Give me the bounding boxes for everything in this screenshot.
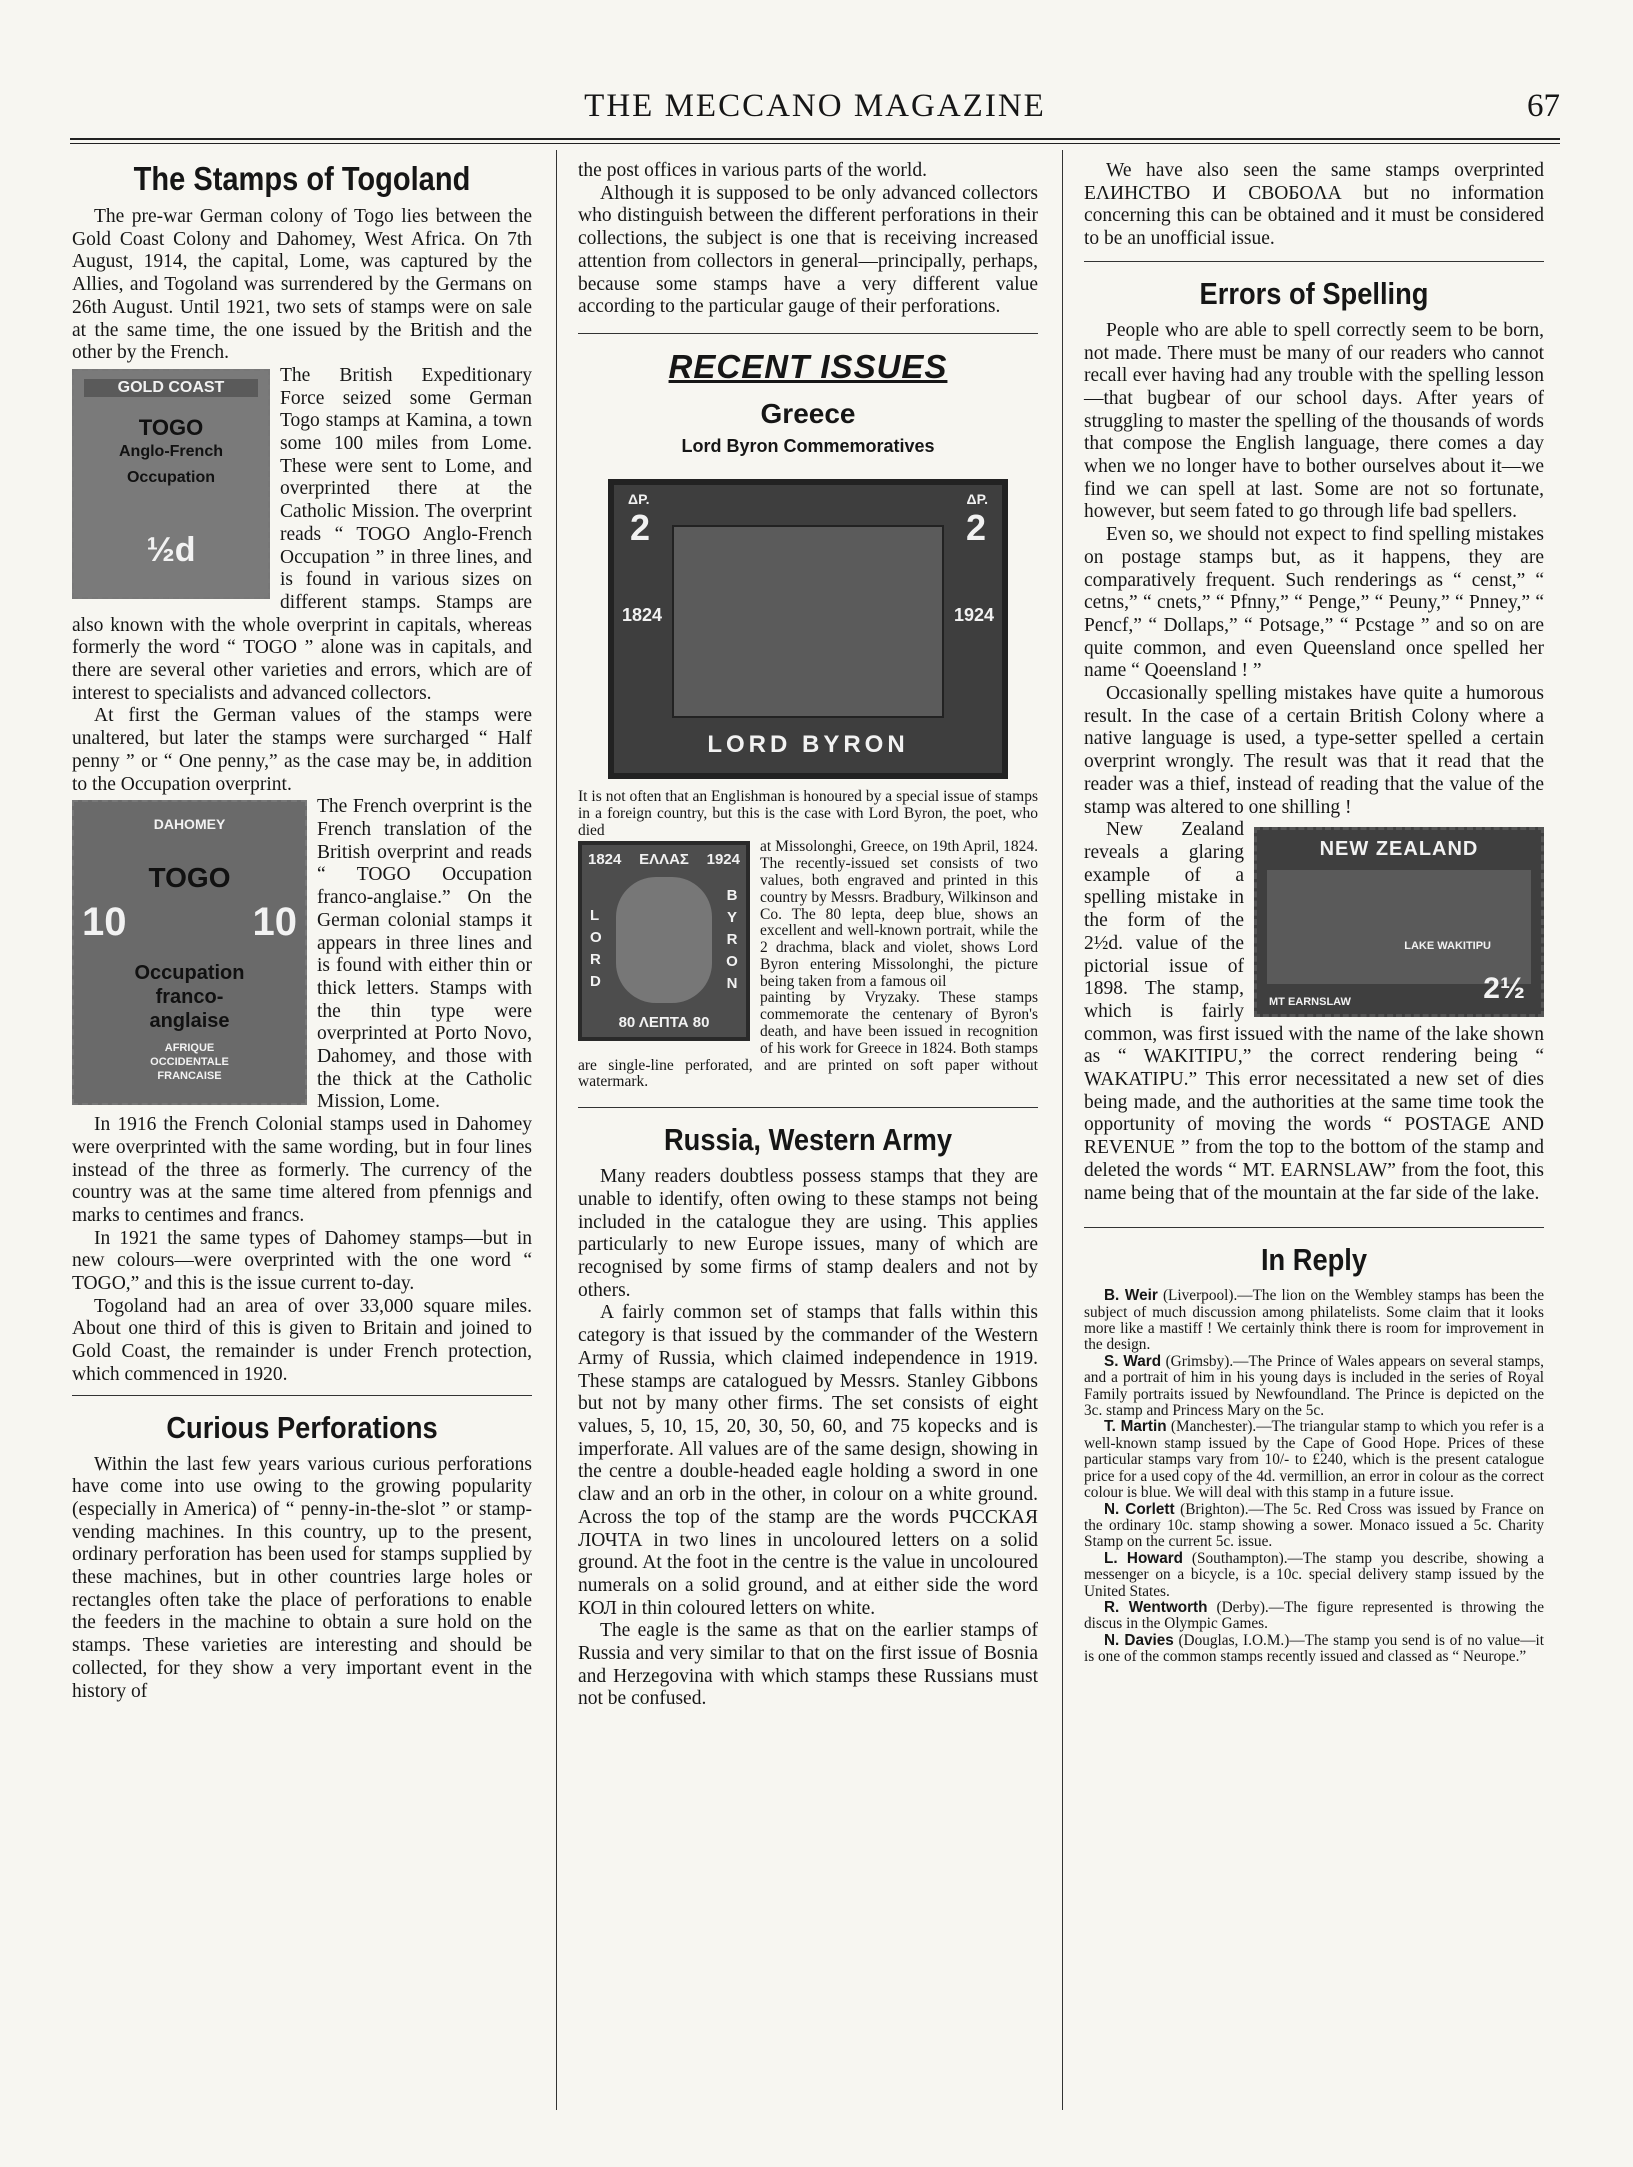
heading-curious-perforations: Curious Perforations (166, 1409, 438, 1445)
togoland-p3: At first the German values of the stamps were unaltered, but later the stamps were surcharged “ Half penny ” or “ One penny,” as the case may be, in addition to the Occupation overprint. (72, 705, 532, 795)
togoland-p7: Togoland had an area of over 33,000 square miles. About one third of this is given to Britain and joined to Gold Coast, the remainder is under French protection, which commenced in 1920. (72, 1295, 532, 1385)
header-rule-thin (70, 143, 1560, 144)
heading-recent-issues: RECENT ISSUES (668, 347, 948, 385)
stamp2-overprint-line3: franco- (155, 986, 224, 1009)
heading-in-reply: In Reply (1260, 1242, 1368, 1278)
russia-p4: We have also seen the same stamps overprinted ЕΛИНСТВО И СВОБОΛА but no information concerning this can be obtained and it must be considered to be an unofficial issue. (1084, 160, 1544, 250)
russia-p2: A fairly common set of stamps that falls within this category is that issued by the commander of the Western Army of Russia, which claimed independence in 1919. These stamps are catalogued by Messrs. Stanley Gibbons but not by many other firms. The set consists of eight values, 5, 10, 15, 20, 30, 50, 60, and 75 kopecks and is imperforate. All values are of the same design, showing in the centre a double-headed eagle holding a sword in one claw and an orb in the other, in colour on a white ground. Across the top of the stamp are the words РЧССКАЯ ЛОЧТА in two lines in uncoloured letters on a solid ground. At the foot in the centre is the value in uncoloured numerals on a solid ground, and at either side the word КОЛ in thin coloured letters on white. (578, 1302, 1038, 1619)
column-divider-left (556, 150, 557, 2110)
stamp-value: ½d (146, 530, 196, 569)
heading-errors-of-spelling: Errors of Spelling (1199, 275, 1429, 311)
stamp-small-value: 80 ΛΕΠΤΑ 80 (618, 1014, 710, 1032)
stamp2-overprint-line1: TOGO (148, 862, 231, 894)
stamp-lord-byron-80-lepta-image (578, 841, 750, 1041)
byron-caption-b: at Missolonghi, Greece, on 19th April, 1824. The recently-issued set consists of two values, both engraved and printed in this country by Messrs. Bradbury, Wilkinson and Co. The 80 lepta, deep blue, shows an excellent and well-known portrait, while the 2 drachma, black and violet, shows Lord Byron entering Missolonghi, the picture being taken from a famous oil (760, 838, 1038, 990)
header-rule (70, 138, 1560, 140)
section-rule (72, 1395, 532, 1396)
reply-text: (Southampton).—The stamp you describe, showing a messenger on a bicycle, is a 10c. special delivery stamp issued by the United States. (1084, 1549, 1544, 1600)
stamp-overprint-line2: Anglo-French (119, 442, 223, 460)
reply-text: (Grimsby).—The Prince of Wales appears on several stamps, and a portrait of him in his young days is included in the series of Royal Family portraits issued by Newfoundland. The Prince is depicted on the 3c. stamp and Princess Mary on the 5c. (1084, 1352, 1544, 1420)
stamp2-overprint-line4: anglaise (149, 1010, 230, 1033)
stamp-nz-lake: LAKE WAKITIPU (1404, 940, 1491, 953)
section-rule (1084, 1227, 1544, 1228)
stamp-small-side-left: LORD (590, 907, 602, 991)
stamp2-value-right: 10 (252, 900, 297, 945)
column-left (72, 160, 532, 1703)
curious-p3: Although it is supposed to be only advanced collectors who distinguish between the different perforations in their collections, the subject is one that is receiving increased attention from collectors in general—principally, perhaps, because some stamps have a very different value according to the particular gauge of their perforations. (578, 182, 1038, 318)
reply-text: (Derby).—The figure represented is throwing the discus in the Olympic Games. (1084, 1598, 1544, 1633)
column-right (1084, 160, 1544, 1666)
stamp2-value-left: 10 (82, 900, 127, 945)
togoland-p2: The British Expeditionary Force seized some German Togo stamps at Kamina, a town some 100 miles from Lome. These were sent to Lome, and overprinted there at the Catholic Mission. The overprint reads “ TOGO Anglo-French Occupation ” in three lines, and is found in various sizes on different stamps. Stamps are also known with the whole overprint in capitals, whereas formerly the word “ TOGO ” alone was in capitals, and there are several other varieties and errors, which are of interest to specialists and advanced collectors. (72, 364, 532, 704)
reply-item (1084, 1419, 1544, 1501)
stamp-lord-byron-2-drachma-image (608, 479, 1008, 779)
stamp2-bottom-1: AFRIQUE (164, 1042, 215, 1055)
errors-p3: Occasionally spelling mistakes have quite a humorous result. In the case of a certain British Colony where a native language is used, a type-setter spelled a certain overprint wrongly. The result was that it read that the reader was a thief, instead of reading that the value of the stamp was altered to one shilling ! (1084, 683, 1544, 818)
page-number: 67 (1527, 88, 1560, 124)
reply-name: L. Howard (1104, 1549, 1184, 1567)
reply-item (1084, 1354, 1544, 1420)
togoland-p6: In 1921 the same types of Dahomey stamps—but in new colours—were overprinted with the one word “ TOGO,” and this is the issue current to-day. (72, 1227, 532, 1295)
reply-item (1084, 1551, 1544, 1600)
stamp2-overprint-line2: Occupation (134, 962, 245, 985)
byron-caption-c: painting by Vryzaky. These stamps commemorate the centenary of Byron's death, and have been issued in recognition of his work for Greece in 1824. Both stamps are single-line perforated, and are printed on soft paper without watermark. (578, 989, 1038, 1091)
reply-name: R. Wentworth (1104, 1598, 1208, 1616)
stamp-dahomey-label: DAHOMEY (153, 816, 226, 833)
section-rule (1084, 261, 1544, 262)
stamp-gold-coast-togo-image (72, 369, 270, 599)
curious-p2: the post offices in various parts of the world. (578, 160, 927, 181)
reply-text: (Manchester).—The triangular stamp to which you refer is a well-known stamp issued by the Cape of Good Hope. Prices of these particular stamps vary from 10/- to £240, which is the present catalogue price for a used copy of the 4d. vermillion, an error in colour as the correct colour is blue. We will deal with this stamp in a future issue. (1084, 1418, 1544, 1502)
stamp-corner-left: ΔΡ. (628, 490, 650, 507)
stamp-overprint-line1: TOGO (138, 414, 204, 440)
reply-item (1084, 1288, 1544, 1354)
stamp2-bottom-2: OCCIDENTALE (150, 1056, 229, 1069)
heading-russia-western-army: Russia, Western Army (663, 1122, 953, 1158)
section-rule (578, 333, 1038, 334)
column-divider-right (1062, 150, 1063, 2110)
stamp-small-country: ΕΛΛΑΣ (639, 851, 689, 869)
stamp-new-zealand-image (1254, 827, 1544, 1017)
stamp-corner-right: ΔΡ. (966, 490, 988, 507)
section-rule (578, 1107, 1038, 1108)
page-header (70, 88, 1560, 136)
stamp-lord-byron-label: LORD BYRON (707, 730, 909, 758)
errors-p4: New Zealand reveals a glaring example of a spelling mistake in the form of the 2½d. value of the pictorial issue of 1898. The stamp, which is fairly common, was first issued with the name of the lake shown as “ WAKITIPU,” the correct rendering being “ WAKATIPU.” This error necessitated a new set of dies being made, and the authorities at the same time took the opportunity of moving the words “ POSTAGE AND REVENUE ” from the top to the bottom of the stamp and deleted the words “ MT. EARNSLAW” from the foot, this name being that of the mountain at the far side of the lake. (1084, 819, 1544, 1204)
stamp-overprint-line3: Occupation (126, 468, 215, 486)
curious-p1: Within the last few years various curious perforations have come into use owing to the growing popularity (especially in America) of “ penny-in-the-slot ” or stamp-vending machines. In this country, up to the present, ordinary perforation has been used for stamps supplied by these machines, but in other countries large holes or rectangles often take the place of perforations to enable the feeders in the machine to obtain a sure hold on the stamps. These varieties are interesting and should be collected, for they show a very important event in the history of (72, 1453, 532, 1702)
reply-list (1084, 1288, 1544, 1665)
reply-name: T. Martin (1104, 1418, 1167, 1436)
togoland-p5: In 1916 the French Colonial stamps used in Dahomey were overprinted with the same wording, but in four lines instead of the three as formerly. The currency of the country was at the same time altered from pfennigs and marks to centimes and francs. (72, 1114, 532, 1226)
reply-text: (Brighton).—The 5c. Red Cross was issued by France on the ordinary 10c. stamp showing a sower. Monaco issued a 5c. Charity Stamp on the current 5c. issue. (1084, 1500, 1544, 1551)
stamp-nz-value: 2½ (1483, 972, 1525, 1006)
reply-text: (Liverpool).—The lion on the Wembley stamps has been the subject of much discussion among philatelists. Some claim that it looks more like a mastiff ! We certainly think there is room for improvement in the design. (1084, 1287, 1544, 1354)
byron-caption-a: It is not often that an Englishman is honoured by a special issue of stamps in a foreign country, but this is the case with Lord Byron, the poet, who died (578, 787, 1038, 839)
stamp-year-left: 1824 (622, 604, 663, 625)
reply-text: (Douglas, I.O.M.)—The stamp you send is of no value—it is one of the common stamps recently issued and classed as “ Neurope.” (1084, 1631, 1544, 1666)
reply-name: N. Davies (1104, 1631, 1174, 1649)
stamp-small-year-left: 1824 (588, 851, 622, 869)
reply-name: S. Ward (1104, 1352, 1162, 1370)
stamp-nz-scene (1267, 870, 1531, 984)
reply-item (1084, 1633, 1544, 1666)
russia-p3: The eagle is the same as that on the earlier stamps of Russia and very similar to that on the first issue of Bosnia and Herzegovina with which stamps these Russians must not be confused. (578, 1620, 1038, 1710)
heading-greece: Greece (760, 397, 856, 429)
reply-name: N. Corlett (1104, 1500, 1175, 1518)
reply-name: B. Weir (1104, 1287, 1158, 1305)
magazine-title: THE MECCANO MAGAZINE (584, 88, 1046, 124)
column-middle (578, 160, 1038, 1711)
stamp-nz-label: NEW ZEALAND (1319, 838, 1479, 861)
togoland-p4: The French overprint is the French translation of the British overprint and reads “ TOGO Occupation franco-anglaise.” On the German colonial stamps it appears in three lines and is found with either thin or thick letters. Stamps with the thin type were overprinted at Porto Novo, Dahomey, and those with the thick at the Catholic Mission, Lome. (317, 796, 532, 1113)
heading-togoland: The Stamps of Togoland (133, 160, 471, 197)
stamp-value-left: 2 (630, 506, 651, 548)
stamp-gold-coast-label: GOLD COAST (84, 379, 258, 397)
stamp-small-portrait (616, 877, 712, 1003)
errors-p2: Even so, we should not expect to find spelling mistakes on postage stamps but, as it happens, they are comparatively frequent. Such renderings as “ censt,” “ cetns,” “ cnets,” “ Pfnny,” “ Penge,” “ Peuny,” “ Pnney,” “ Pencf,” “ Dollaps,” “ Potsage,” “ Pcstage ” and so on are quite common, and even Queensland once spelled her name “ Qoeensland ! ” (1084, 524, 1544, 682)
stamp-small-side-right: BYRON (726, 887, 738, 993)
reply-item (1084, 1502, 1544, 1551)
stamp-nz-earnslaw: MT EARNSLAW (1269, 996, 1351, 1009)
heading-byron-commemoratives: Lord Byron Commemoratives (681, 435, 935, 456)
stamp-value-right: 2 (965, 506, 986, 548)
stamp-year-right: 1924 (953, 604, 994, 625)
stamp2-bottom-3: FRANCAISE (157, 1070, 222, 1083)
togoland-p1: The pre-war German colony of Togo lies between the Gold Coast Colony and Dahomey, West Africa. On 7th August, 1914, the capital, Lome, was captured by the Allies, and Togoland was surrendered by the Germans on 26th August. Until 1921, two sets of stamps were on sale at the same time, the one issued by the British and the other by the French. (72, 206, 532, 364)
stamp-dahomey-togo-image (72, 800, 307, 1105)
stamp-small-year-right: 1924 (706, 851, 740, 869)
errors-p1: People who are able to spell correctly seem to be born, not made. There must be many of our readers who cannot recall ever having had any trouble with the spelling lesson—that bugbear of our school days. After years of struggling to master the spelling of the thousands of words that compose the English language, there comes a day when we no longer have to bother ourselves about it—we find we can spell at last. Some are not so fortunate, however, but seem fated to go through life bad spellers. (1084, 319, 1544, 523)
russia-p1: Many readers doubtless possess stamps that they are unable to identify, often owing to these stamps not being included in the catalogue they are using. This applies particularly to new Europe issues, many of which are recognised by some firms of stamp dealers and not by others. (578, 1166, 1038, 1301)
reply-item (1084, 1600, 1544, 1633)
